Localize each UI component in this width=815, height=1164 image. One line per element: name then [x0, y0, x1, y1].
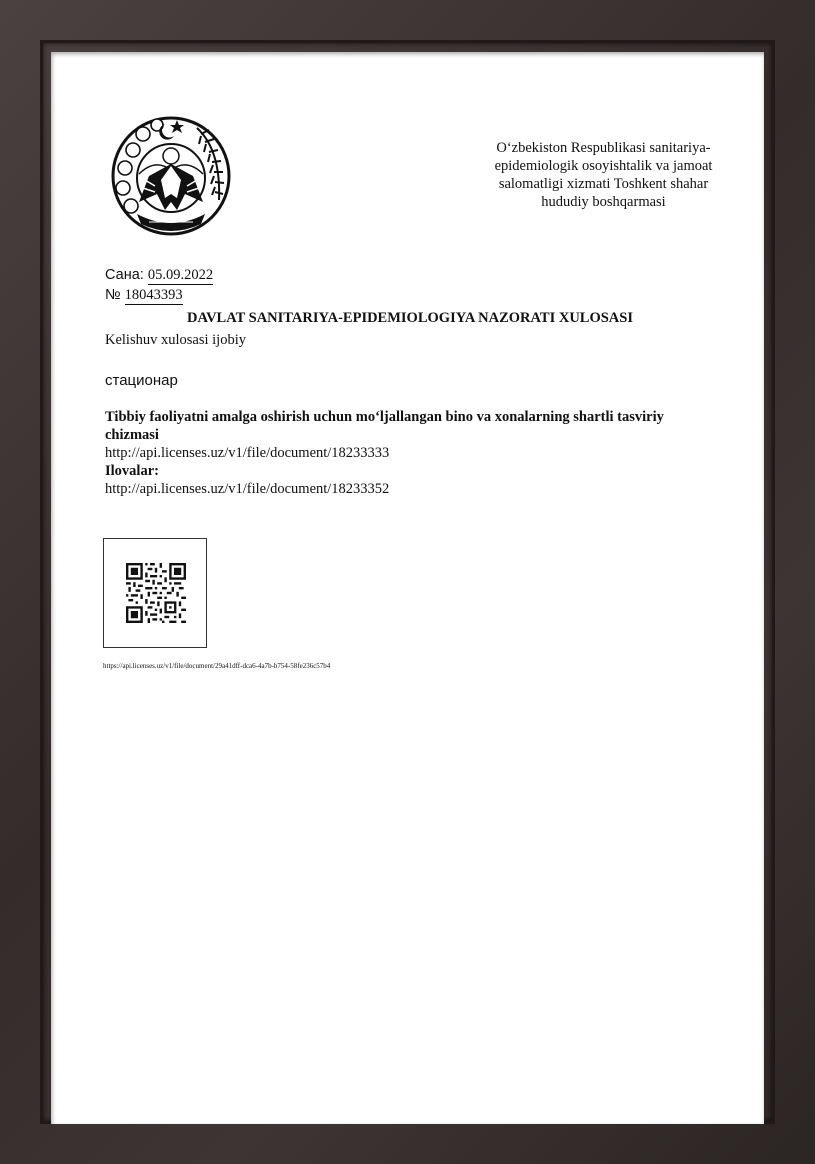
facility-type: стационар [105, 372, 178, 389]
date-line [105, 267, 213, 284]
number-label: № [105, 287, 121, 303]
plan-link[interactable]: http://api.licenses.uz/v1/file/document/18233333 [105, 445, 390, 461]
authority-line-4: hududiy boshqarmasi [541, 194, 666, 210]
conclusion-text: Kelishuv xulosasi ijobiy [105, 332, 246, 348]
authority-line-2: epidemiologik osoyishtalik va jamoat [494, 158, 713, 174]
document-sheet [51, 52, 764, 1124]
issuing-authority [471, 139, 736, 211]
attachments-label: Ilovalar: [105, 463, 159, 479]
document-title: DAVLAT SANITARIYA-EPIDEMIOLOGIYA NAZORATI XULOSASI [187, 310, 633, 326]
number-value: 18043393 [124, 287, 183, 303]
qr-url[interactable]: https://api.licenses.uz/v1/file/document/29a41dff-dca6-4a7b-b754-58fe236c57b4 [103, 662, 331, 670]
plan-heading: Tibbiy faoliyatni amalga oshirish uchun mo‘ljallangan bino va xonalarning shartli tasviriy chizmasi [105, 409, 664, 443]
qr-code-icon[interactable] [126, 563, 186, 623]
date-label: Сана: [105, 267, 144, 283]
authority-line-3: salomatligi xizmati Toshkent shahar [498, 176, 709, 192]
documents-block [105, 408, 715, 498]
date-value: 05.09.2022 [147, 267, 214, 283]
attachments-link[interactable]: http://api.licenses.uz/v1/file/document/18233352 [105, 481, 390, 497]
state-emblem-icon [109, 110, 233, 238]
number-line [105, 287, 183, 304]
qr-code-box [103, 538, 207, 648]
authority-line-1: O‘zbekiston Respublikasi sanitariya- [496, 140, 711, 156]
